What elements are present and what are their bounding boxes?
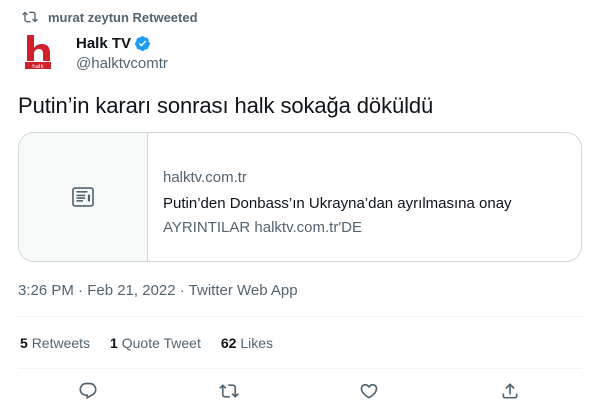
retweeted-by-text: murat zeytun Retweeted bbox=[48, 9, 198, 25]
like-icon bbox=[359, 381, 379, 401]
retweets-stat[interactable] bbox=[20, 335, 90, 351]
tweet-stats bbox=[20, 335, 293, 351]
tweet-timestamp[interactable]: 3:26 PM · Feb 21, 2022 · Twitter Web App bbox=[18, 282, 298, 299]
quote-tweets-count: 1 bbox=[110, 335, 118, 351]
author-handle[interactable]: @halktvcomtr bbox=[76, 55, 168, 72]
link-card[interactable] bbox=[18, 132, 582, 262]
divider bbox=[18, 368, 582, 369]
retweet-icon bbox=[219, 381, 239, 401]
share-button[interactable] bbox=[499, 380, 521, 402]
tweet-actions bbox=[0, 380, 598, 406]
link-card-description: AYRINTILAR halktv.com.tr'DE bbox=[163, 219, 363, 236]
link-card-thumbnail bbox=[19, 133, 148, 261]
tweet-text: Putin’in kararı sonrası halk sokağa döküldü bbox=[18, 93, 434, 118]
author-display-name[interactable]: Halk TV bbox=[76, 34, 132, 52]
like-button[interactable] bbox=[358, 380, 380, 402]
article-icon bbox=[70, 184, 96, 210]
retweet-icon bbox=[22, 9, 38, 25]
quote-tweets-stat[interactable] bbox=[110, 335, 201, 351]
tweet-author bbox=[18, 32, 168, 72]
halk-tv-logo bbox=[23, 32, 53, 72]
reply-icon bbox=[78, 381, 98, 401]
likes-count: 62 bbox=[220, 335, 237, 351]
svg-text:halk: halk bbox=[32, 63, 44, 70]
avatar[interactable] bbox=[18, 32, 58, 72]
quote-tweets-label: Quote Tweet bbox=[121, 335, 201, 351]
retweets-count: 5 bbox=[20, 335, 28, 351]
divider bbox=[18, 316, 582, 317]
verified-badge-icon bbox=[134, 35, 151, 52]
retweeted-by-line[interactable] bbox=[22, 9, 198, 25]
reply-button[interactable] bbox=[77, 380, 99, 402]
likes-stat[interactable] bbox=[221, 335, 273, 351]
likes-label: Likes bbox=[240, 335, 274, 351]
retweet-button[interactable] bbox=[218, 380, 240, 402]
link-card-domain: halktv.com.tr bbox=[163, 169, 247, 186]
retweets-label: Retweets bbox=[31, 335, 91, 351]
share-icon bbox=[500, 381, 520, 401]
link-card-title: Putin’den Donbass’ın Ukrayna’dan ayrılmasına onay bbox=[163, 195, 512, 212]
